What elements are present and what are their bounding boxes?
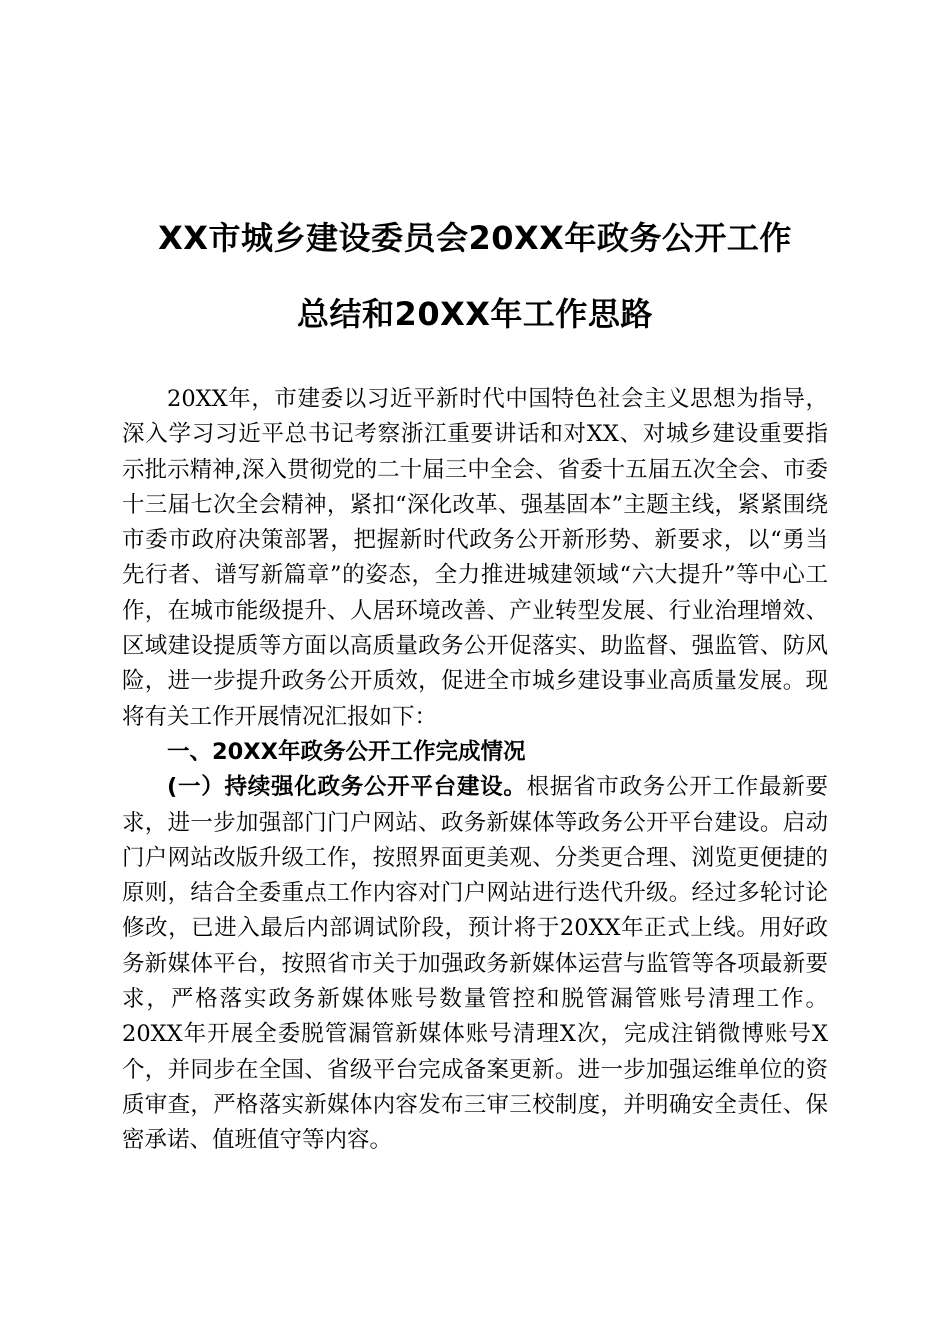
title-line-1: XX市城乡建设委员会20XX年政务公开工作 (158, 219, 792, 257)
section-heading: 一、20XX年政务公开工作完成情况 (167, 738, 526, 765)
document-title (122, 200, 828, 352)
title-line-2: 总结和20XX年工作思路 (297, 295, 653, 333)
intro-paragraph: 20XX年，市建委以习近平新时代中国特色社会主义思想为指导，深入学习习近平总书记考察浙江重要讲话和对XX、对城乡建设重要指示批示精神,深入贯彻党的二十届三中全会、省委十五届五次全会、市委十三届七次全会精神，紧扣“深化改革、强基固本”主题主线，紧紧围绕市委市政府决策部署，把握新时代政务公开新形势、新要求，以“勇当先行者、谱写新篇章”的姿态，全力推进城建领域“六大提升”等中心工作，在城市能级提升、人居环境改善、产业转型发展、行业治理增效、区域建设提质等方面以高质量政务公开促落实、助监督、强监管、防风险，进一步提升政务公开质效，促进全市城乡建设事业高质量发展。现将有关工作开展情况汇报如下： (122, 386, 828, 730)
subsection-text: 根据省市政务公开工作最新要求，进一步加强部门门户网站、政务新媒体等政务公开平台建设。启动门户网站改版升级工作，按照界面更美观、分类更合理、浏览更便捷的原则，结合全委重点工作内容对门户网站进行迭代升级。经过多轮讨论修改，已进入最后内部调试阶段，预计将于20XX年正式上线。用好政务新媒体平台，按照省市关于加强政务新媒体运营与监管等各项最新要求，严格落实政务新媒体账号数量管控和脱管漏管账号清理工作。20XX年开展全委脱管漏管新媒体账号清理X次，完成注销微博账号X个，并同步在全国、省级平台完成备案更新。进一步加强运维单位的资质审查，严格落实新媒体内容发布三审三校制度，并明确安全责任、保密承诺、值班值守等内容。 (122, 774, 828, 1154)
subsection-paragraph (122, 770, 828, 1158)
subsection-lead: (一）持续强化政务公开平台建设。 (167, 774, 527, 801)
document-body (122, 382, 828, 1159)
